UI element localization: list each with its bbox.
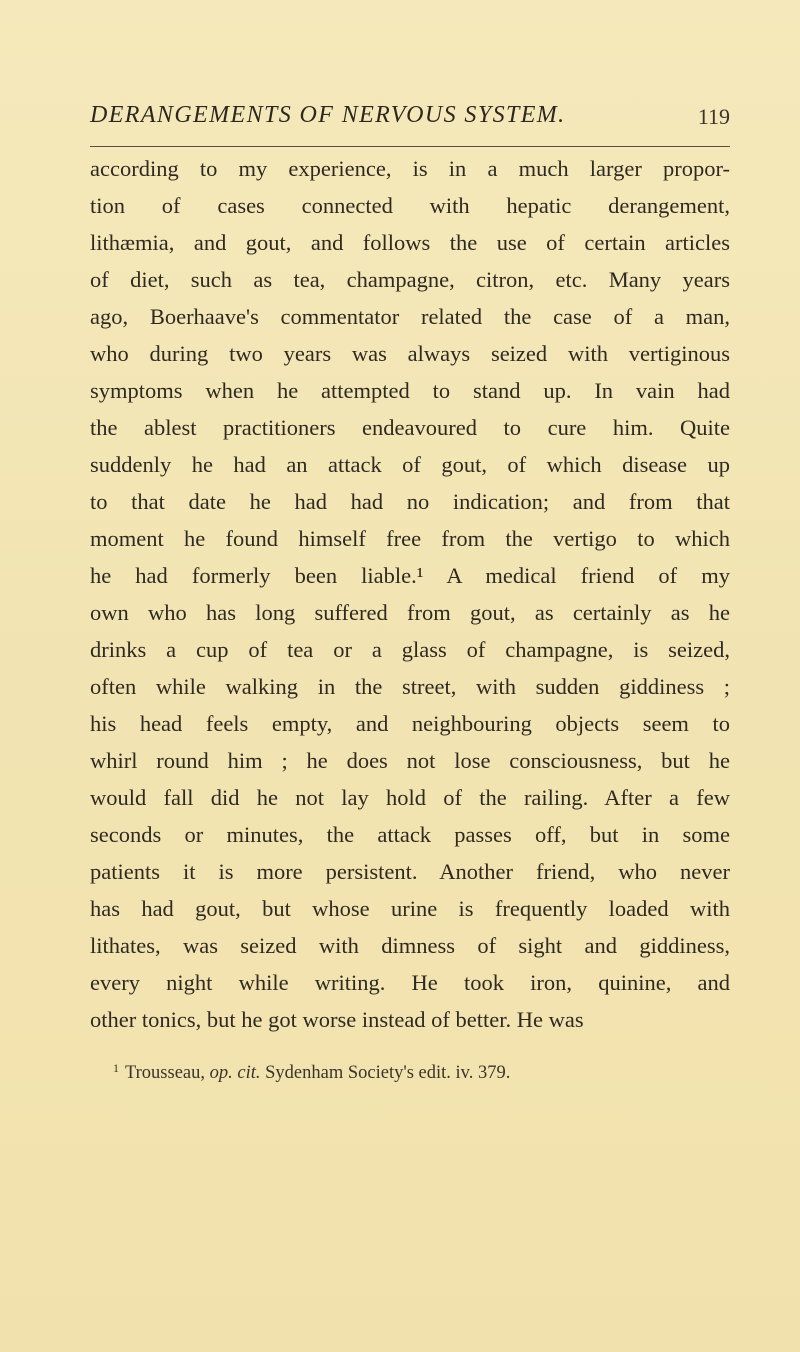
text-line: patients it is more persistent. Another friend, who never xyxy=(90,859,730,884)
text-line: of diet, such as tea, champagne, citron, etc. Many years xyxy=(90,267,730,292)
text-line: own who has long suffered from gout, as certainly as he xyxy=(90,600,730,625)
text-line: lithæmia, and gout, and follows the use of certain articles xyxy=(90,230,730,255)
text-line: often while walking in the street, with sudden giddiness ; xyxy=(90,674,730,699)
text-line: according to my experience, is in a much larger propor- xyxy=(90,156,730,181)
header-rule xyxy=(90,146,730,147)
text-line: whirl round him ; he does not lose consciousness, but he xyxy=(90,748,730,773)
text-line: symptoms when he attempted to stand up. In vain had xyxy=(90,378,730,403)
body-text xyxy=(90,150,730,1038)
page-header xyxy=(90,102,730,142)
page-number: 119 xyxy=(697,104,730,129)
text-line: the ablest practitioners endeavoured to cure him. Quite xyxy=(90,415,730,440)
text-line: seconds or minutes, the attack passes off, but in some xyxy=(90,822,730,847)
text-line: to that date he had had no indication; and from that xyxy=(90,489,730,514)
footnote xyxy=(113,1063,510,1084)
text-line: other tonics, but he got worse instead of better. He was xyxy=(90,1007,584,1032)
text-line: who during two years was always seized with vertiginous xyxy=(90,341,730,366)
text-line: drinks a cup of tea or a glass of champagne, is seized, xyxy=(90,637,730,662)
running-head: DERANGEMENTS OF NERVOUS SYSTEM. xyxy=(90,102,566,128)
footnote-marker: 1 xyxy=(113,1061,119,1075)
text-line: his head feels empty, and neighbouring objects seem to xyxy=(90,711,730,736)
text-line: tion of cases connected with hepatic derangement, xyxy=(90,193,730,218)
text-line: ago, Boerhaave's commentator related the case of a man, xyxy=(90,304,730,329)
footnote-source: Sydenham Society's edit. iv. 379. xyxy=(265,1063,511,1083)
text-line: suddenly he had an attack of gout, of which disease up xyxy=(90,452,730,477)
text-line: he had formerly been liable.¹ A medical friend of my xyxy=(90,563,730,588)
text-line: has had gout, but whose urine is frequently loaded with xyxy=(90,896,730,921)
footnote-citation: op. cit. xyxy=(209,1063,261,1083)
text-line: every night while writing. He took iron, quinine, and xyxy=(90,970,730,995)
text-line: would fall did he not lay hold of the railing. After a few xyxy=(90,785,730,810)
text-line: lithates, was seized with dimness of sight and giddiness, xyxy=(90,933,730,958)
text-line: moment he found himself free from the vertigo to which xyxy=(90,526,730,551)
footnote-author: Trousseau, xyxy=(125,1063,206,1083)
